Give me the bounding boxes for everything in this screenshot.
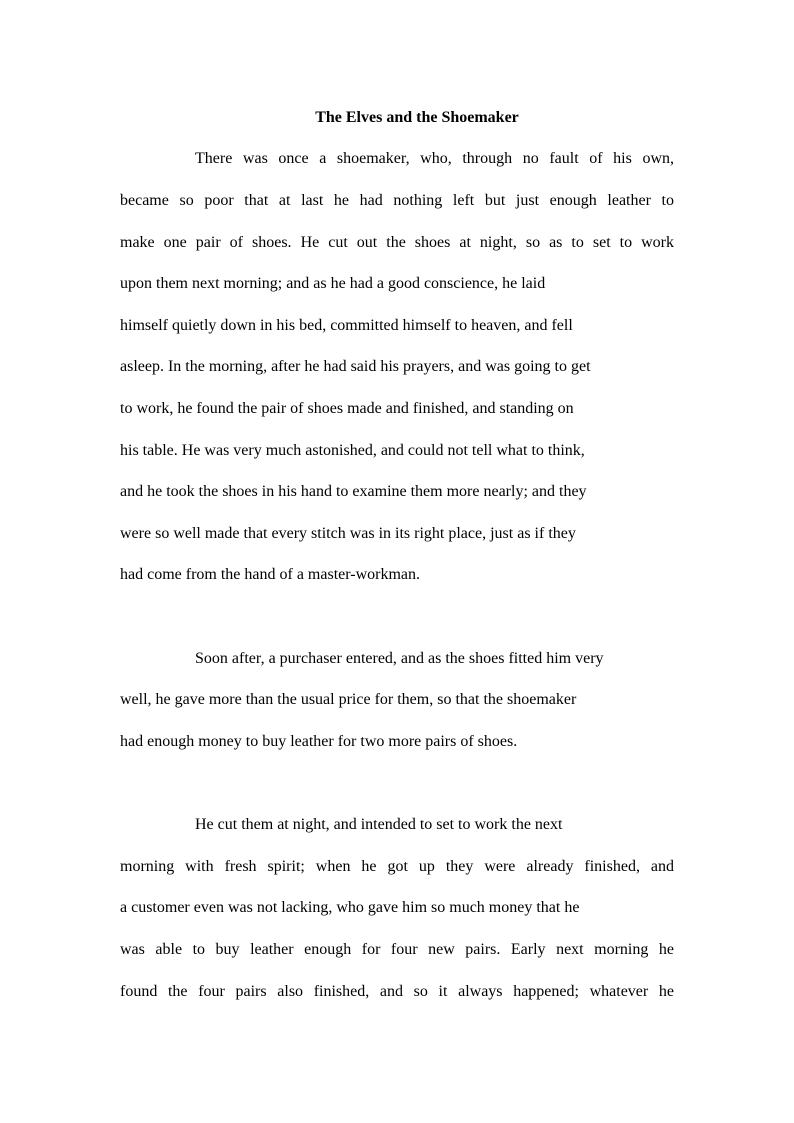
paragraph-1-line-4: upon them next morning; and as he had a good conscience, he laid [120,275,546,292]
paragraph-1-line-5: himself quietly down in his bed, committed himself to heaven, and fell [120,317,573,334]
paragraph-1-line-2: became so poor that at last he had nothing left but just enough leather to [120,192,674,209]
paragraph-1-line-6: asleep. In the morning, after he had said his prayers, and was going to get [120,358,591,375]
paragraph-2-line-1: Soon after, a purchaser entered, and as the shoes fitted him very [195,650,604,667]
paragraph-2-line-2: well, he gave more than the usual price for them, so that the shoemaker [120,691,577,708]
paragraph-1-line-7: to work, he found the pair of shoes made and finished, and standing on [120,400,574,417]
paragraph-1-line-9: and he took the shoes in his hand to examine them more nearly; and they [120,483,587,500]
paragraph-1-line-1: There was once a shoemaker, who, through no fault of his own, [195,150,674,167]
paragraph-3-line-3: a customer even was not lacking, who gave him so much money that he [120,899,580,916]
paragraph-1-line-3: make one pair of shoes. He cut out the shoes at night, so as to set to work [120,234,674,251]
paragraph-3-line-2: morning with fresh spirit; when he got up they were already finished, and [120,858,674,875]
paragraph-1-line-11: had come from the hand of a master-workman. [120,566,421,583]
paragraph-2-line-3: had enough money to buy leather for two more pairs of shoes. [120,733,518,750]
paragraph-1-line-10: were so well made that every stitch was in its right place, just as if they [120,525,576,542]
paragraph-3-line-4: was able to buy leather enough for four new pairs. Early next morning he [120,941,674,958]
document-title: The Elves and the Shoemaker [315,109,519,126]
paragraph-3-line-1: He cut them at night, and intended to set to work the next [195,816,563,833]
paragraph-1-line-8: his table. He was very much astonished, and could not tell what to think, [120,442,585,459]
paragraph-3-line-5: found the four pairs also finished, and so it always happened; whatever he [120,983,674,1000]
